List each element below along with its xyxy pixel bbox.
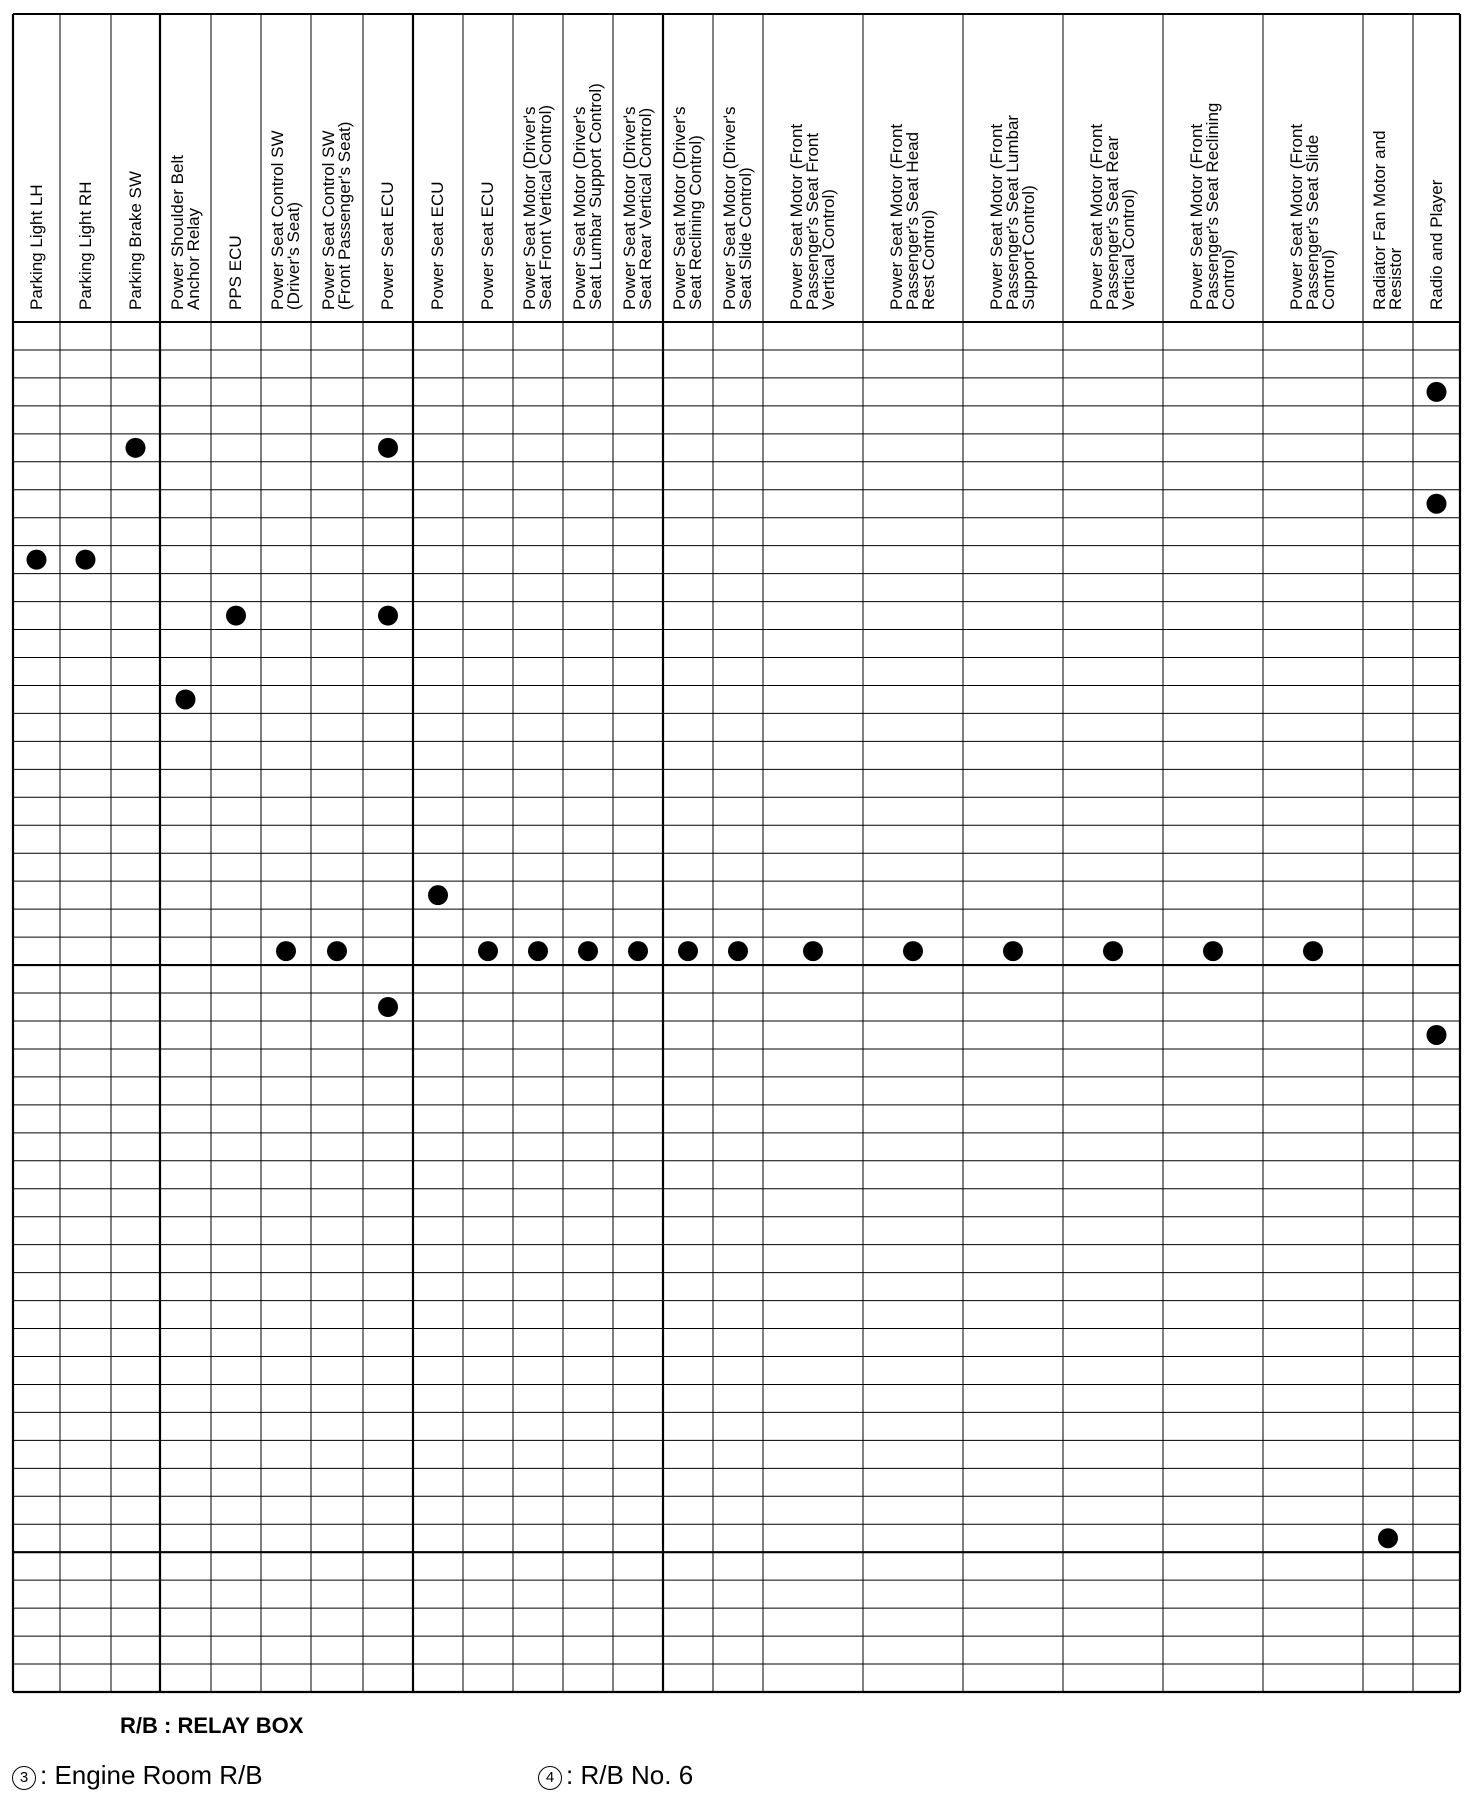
column-header-line: Parking Brake SW [125, 171, 145, 310]
column-header [270, 130, 302, 310]
column-header [321, 122, 353, 310]
connection-dot [903, 941, 923, 961]
connection-dot [678, 941, 698, 961]
connection-dot [1303, 941, 1323, 961]
column-header-line: Power Seat Motor (Front [1187, 123, 1206, 310]
connection-dot [628, 941, 648, 961]
connection-dot [176, 689, 196, 709]
column-header [1372, 130, 1404, 310]
connection-dot [76, 550, 96, 570]
connection-dot [578, 941, 598, 961]
column-header-line: Seat Reclining Control) [686, 135, 705, 310]
connection-dot [226, 606, 246, 626]
column-header [622, 106, 654, 310]
column-header [522, 105, 554, 310]
column-header [1426, 179, 1446, 310]
column-header-line: Anchor Relay [183, 207, 203, 310]
column-header-line: Passenger's Seat Reclining [1203, 102, 1222, 310]
column-header-line: Radio and Player [1426, 179, 1446, 310]
column-header-line: (Driver's Seat) [284, 201, 303, 310]
connection-dot [378, 606, 398, 626]
column-header-line: Power Seat Motor (Front [1087, 123, 1106, 310]
column-header [228, 235, 244, 310]
column-header-line: Parking Light LH [26, 184, 46, 310]
column-header-line: Power Seat Control SW [268, 130, 287, 310]
column-header-line: Power Seat Motor (Driver's [720, 106, 739, 310]
connection-dot [1003, 941, 1023, 961]
column-header-line: Control) [1219, 249, 1238, 310]
column-header-line: Power Seat ECU [428, 181, 447, 310]
column-header-line: Seat Lumbar Support Control) [586, 83, 605, 310]
column-header-line: Power Seat Motor (Front [887, 123, 906, 310]
column-header [572, 83, 604, 310]
column-header [1289, 124, 1337, 310]
column-header-line: Power Seat Motor (Driver's [520, 106, 539, 310]
column-header-line: Power Seat Motor (Front [1287, 123, 1306, 310]
column-header [75, 181, 95, 310]
column-header-line: Passenger's Seat Rear [1103, 135, 1122, 310]
column-header-line: Power Seat Motor (Driver's [570, 106, 589, 310]
column-header-line: Passenger's Seat Front [803, 132, 822, 310]
connection-dot [528, 941, 548, 961]
column-header-line: Control) [1319, 249, 1338, 310]
legend-item-engine-room [12, 1760, 263, 1791]
column-header-line: Passenger's Seat Head [903, 131, 922, 310]
connection-dot [803, 941, 823, 961]
column-header-line: Seat Front Vertical Control) [536, 104, 555, 310]
connection-dot [378, 438, 398, 458]
connection-dot [478, 941, 498, 961]
column-header [1089, 124, 1137, 310]
legend-title: R/B : RELAY BOX [120, 1713, 304, 1738]
column-header-line: (Front Passenger's Seat) [335, 121, 354, 310]
connection-dot [428, 885, 448, 905]
connection-dot [1378, 1528, 1398, 1548]
column-header-line: Vertical Control) [819, 189, 838, 310]
column-header [480, 182, 496, 311]
column-header-line: Resistor [1386, 247, 1405, 310]
column-header-line: Power Seat ECU [378, 181, 397, 310]
column-header [1189, 103, 1237, 310]
connection-dot [27, 550, 47, 570]
legend-text: : Engine Room R/B [40, 1760, 263, 1790]
column-header-line: Power Seat Motor (Driver's [620, 106, 639, 310]
column-header [989, 115, 1037, 310]
legend-number-badge: 3 [12, 1766, 36, 1790]
column-header-line: Power Seat Motor (Front [987, 123, 1006, 310]
column-header [26, 184, 46, 310]
column-header-line: Vertical Control) [1119, 189, 1138, 310]
connection-dot [1203, 941, 1223, 961]
column-header [789, 124, 837, 310]
column-header-line: Seat Slide Control) [736, 167, 755, 310]
column-header-line: Passenger's Seat Slide [1303, 134, 1322, 310]
column-header-line: Power Seat Motor (Driver's [670, 106, 689, 310]
column-header-line: Power Shoulder Belt [167, 155, 187, 310]
connection-dot [126, 438, 146, 458]
connection-dot [1427, 494, 1447, 514]
column-header [125, 171, 145, 310]
connection-dot [1103, 941, 1123, 961]
column-header-line: PPS ECU [226, 235, 245, 310]
connection-dot [327, 941, 347, 961]
column-header-line: Support Control) [1019, 185, 1038, 310]
column-header [380, 182, 396, 311]
connection-dot [1427, 382, 1447, 402]
connection-dot [1427, 1025, 1447, 1045]
column-header-line: Power Seat Motor (Front [787, 123, 806, 310]
column-header [167, 155, 203, 310]
column-header-line: Rest Control) [919, 209, 938, 310]
column-header [889, 124, 937, 310]
column-header-line: Power Seat ECU [478, 181, 497, 310]
connection-dot [728, 941, 748, 961]
connection-dot [378, 997, 398, 1017]
column-header-line: Parking Light RH [75, 181, 95, 310]
column-header-line: Seat Rear Vertical Control) [636, 107, 655, 310]
legend-text: : R/B No. 6 [566, 1760, 694, 1790]
column-header-line: Passenger's Seat Lumbar [1003, 114, 1022, 310]
connection-dot [276, 941, 296, 961]
column-header [430, 182, 446, 311]
column-header-line: Power Seat Control SW [319, 130, 338, 310]
legend-item-rb-no6 [538, 1760, 693, 1791]
column-header-line: Radiator Fan Motor and [1370, 130, 1389, 310]
column-header [722, 106, 754, 310]
legend-number-badge: 4 [538, 1766, 562, 1790]
column-header [672, 106, 704, 310]
